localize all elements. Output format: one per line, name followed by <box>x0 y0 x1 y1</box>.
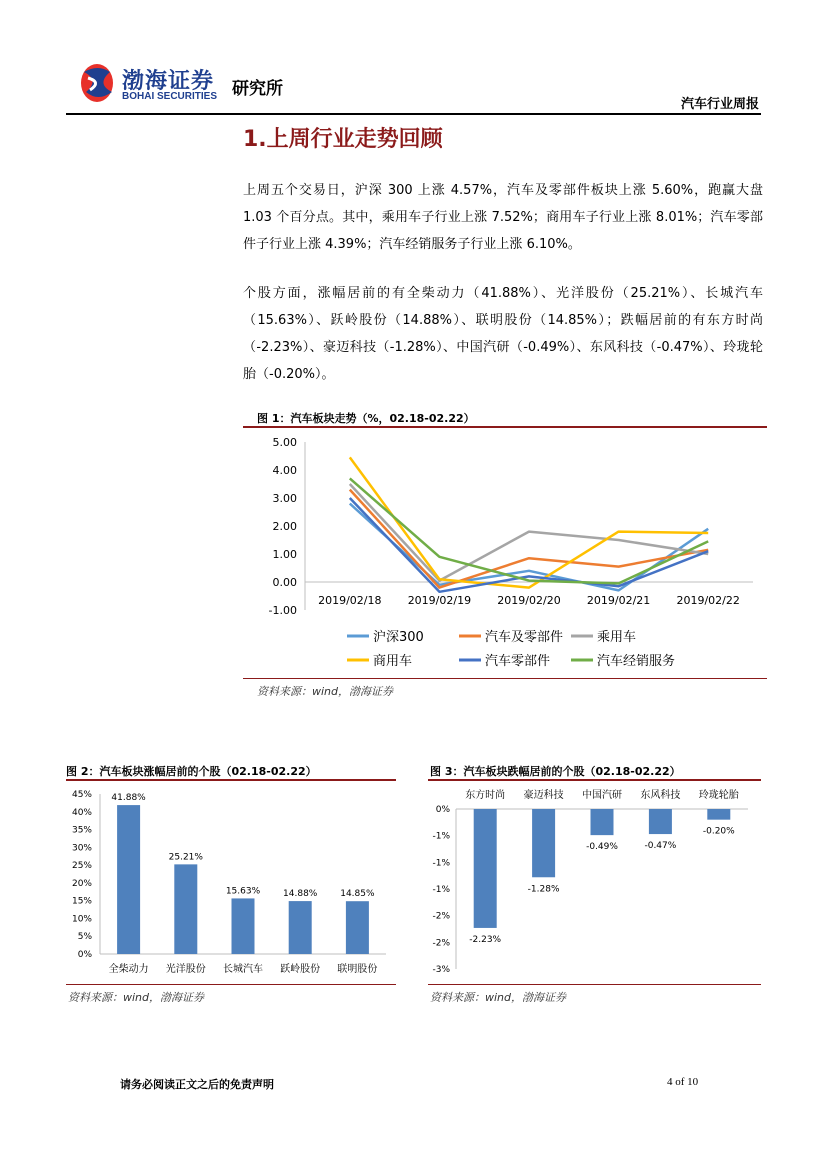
y-tick-label: 2.00 <box>272 520 297 533</box>
fig1-source: 资料来源：wind，渤海证券 <box>257 685 394 698</box>
bar-value-label: -2.23% <box>469 934 502 945</box>
fig1-title: 图 1：汽车板块走势（%，02.18-02.22） <box>257 412 475 425</box>
bar-value-label: 15.63% <box>225 886 261 897</box>
bar <box>591 809 614 835</box>
y-tick-label: 0% <box>435 805 450 815</box>
x-tick-label: 中国汽研 <box>582 790 622 801</box>
fig2-source: 资料来源：wind，渤海证券 <box>68 991 205 1004</box>
bar <box>474 809 497 928</box>
legend-label: 商用车 <box>373 654 413 669</box>
logo-en-text: BOHAI SECURITIES <box>122 91 218 102</box>
fig1-top-rule <box>243 426 767 428</box>
series-line <box>350 457 708 587</box>
y-tick-label: 5.00 <box>272 436 297 449</box>
report-type: 汽车行业周报 <box>680 97 759 112</box>
x-tick-label: 光洋股份 <box>165 964 206 975</box>
x-tick-label: 长城汽车 <box>223 964 263 975</box>
x-tick-label: 东风科技 <box>640 790 681 801</box>
x-tick-label: 全柴动力 <box>108 964 149 975</box>
fig2-bar-chart <box>66 782 396 982</box>
x-tick-label: 跃岭股份 <box>280 964 321 975</box>
y-tick-label: 10% <box>71 914 92 925</box>
y-tick-label: -2% <box>432 938 450 949</box>
y-tick-label: -1% <box>432 858 450 869</box>
legend-label: 沪深300 <box>373 630 424 645</box>
x-tick-label: 玲珑轮胎 <box>698 790 739 801</box>
x-tick-label: 联明股份 <box>337 964 378 975</box>
y-tick-label: 20% <box>71 878 92 889</box>
logo <box>78 62 298 107</box>
x-tick-label: 东方时尚 <box>465 790 506 801</box>
x-tick-label: 2019/02/22 <box>676 594 740 607</box>
bar-value-label: -0.49% <box>586 842 618 853</box>
x-tick-label: 2019/02/18 <box>318 594 382 607</box>
x-tick-label: 2019/02/20 <box>497 594 561 607</box>
header-divider <box>66 113 761 115</box>
y-tick-label: 3.00 <box>272 492 297 505</box>
paragraph-market: 上周五个交易日，沪深 300 上涨 4.57%，汽车及零部件板块上涨 5.60%，跑赢大盘 1.03 个百分点。其中，乘用车子行业上涨 7.52%；商用车子行业上涨 8.01%；汽车零部件子行业上涨 4.39%；汽车经销服务子行业上涨 6.10%。 <box>243 183 763 252</box>
paragraph-stocks: 个股方面，涨幅居前的有全柴动力（41.88%）、光洋股份（25.21%）、长城汽车（15.63%）、跃岭股份（14.88%）、联明股份（14.85%）；跌幅居前的有东方时尚（-2.23%）、豪迈科技（-1.28%）、中国汽研（-0.49%）、东风科技（-0.47%）、玲珑轮胎（-0.20%）。 <box>243 286 763 382</box>
x-tick-label: 2019/02/21 <box>586 594 651 607</box>
fig3-top-rule <box>428 779 761 781</box>
institute-label: 研究所 <box>232 79 283 99</box>
bar <box>117 805 140 954</box>
y-tick-label: -1.00 <box>268 604 297 617</box>
y-tick-label: -2% <box>432 911 450 922</box>
bar-value-label: 25.21% <box>168 852 203 863</box>
y-tick-label: 4.00 <box>272 464 297 477</box>
x-tick-label: 豪迈科技 <box>523 790 564 801</box>
y-tick-label: 5% <box>77 932 92 943</box>
page-number: 4 of 10 <box>667 1076 699 1088</box>
bar-value-label: -1.28% <box>527 884 560 895</box>
fig1-bottom-rule <box>243 678 767 679</box>
fig3-title: 图 3：汽车板块跌幅居前的个股（02.18-02.22） <box>430 765 681 778</box>
legend-label: 汽车零部件 <box>485 654 551 669</box>
y-tick-label: 1.00 <box>272 548 297 561</box>
bar <box>289 901 312 954</box>
y-tick-label: 40% <box>71 807 92 818</box>
y-tick-label: 35% <box>71 825 92 836</box>
fig3-source: 资料来源：wind，渤海证券 <box>430 991 567 1004</box>
fig3-bottom-rule <box>428 984 761 985</box>
fig2-bottom-rule <box>66 984 396 985</box>
fig2-title: 图 2：汽车板块涨幅居前的个股（02.18-02.22） <box>66 765 317 778</box>
y-tick-label: 45% <box>71 790 92 800</box>
bar-value-label: -0.20% <box>702 826 735 837</box>
y-tick-label: -1% <box>432 885 450 895</box>
bar-value-label: 14.88% <box>283 889 318 900</box>
bar <box>532 809 555 877</box>
section-title: 1.上周行业走势回顾 <box>243 127 443 152</box>
bar <box>707 809 730 820</box>
bar <box>649 809 672 834</box>
y-tick-label: -1% <box>432 831 450 842</box>
bar <box>174 864 197 954</box>
bar <box>346 901 369 954</box>
legend-label: 汽车及零部件 <box>485 630 564 645</box>
y-tick-label: 30% <box>71 843 92 854</box>
y-tick-label: 0% <box>77 950 92 960</box>
y-tick-label: -3% <box>432 965 450 975</box>
fig2-top-rule <box>66 779 396 781</box>
bar-value-label: -0.47% <box>644 841 677 852</box>
bar <box>232 898 255 954</box>
legend-label: 乘用车 <box>597 630 637 645</box>
x-tick-label: 2019/02/19 <box>407 594 472 607</box>
fig1-line-chart <box>243 430 767 676</box>
y-tick-label: 25% <box>71 861 92 872</box>
bohai-logo-icon <box>78 62 116 104</box>
disclaimer-note: 请务必阅读正文之后的免责声明 <box>120 1078 274 1091</box>
fig3-bar-chart <box>428 782 761 982</box>
legend-label: 汽车经销服务 <box>597 654 676 669</box>
logo-cn-text: 渤海证券 <box>122 69 215 94</box>
bar-value-label: 41.88% <box>111 793 146 804</box>
y-tick-label: 0.00 <box>272 576 297 589</box>
y-tick-label: 15% <box>71 896 92 907</box>
bar-value-label: 14.85% <box>340 889 375 900</box>
